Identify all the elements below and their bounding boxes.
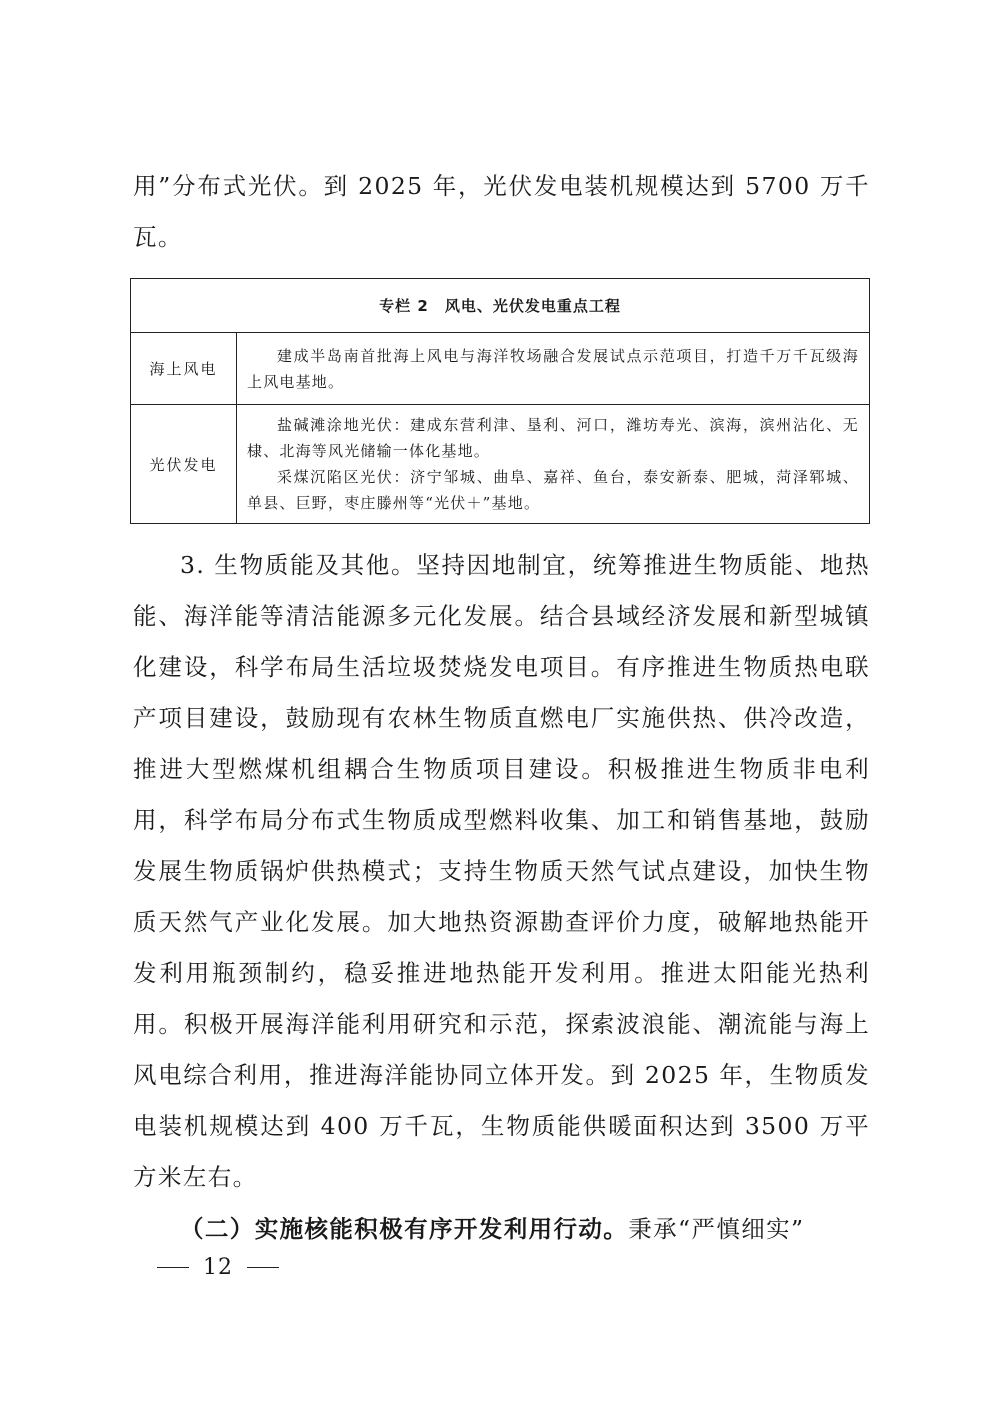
section-heading-paragraph [133, 1204, 870, 1255]
row-content [237, 405, 869, 523]
row-paragraph: 采煤沉陷区光伏：济宁邹城、曲阜、嘉祥、鱼台，泰安新泰、肥城，菏泽郓城、单县、巨野，枣庄滕州等“光伏＋”基地。 [247, 468, 859, 512]
row-paragraph: 建成半岛南首批海上风电与海洋牧场融合发展试点示范项目，打造千万千瓦级海上风电基地。 [247, 346, 859, 391]
footer-dash-left [157, 1267, 189, 1269]
row-paragraph: 盐碱滩涂地光伏：建成东营利津、垦利、河口，潍坊寿光、滨海，滨州沾化、无棣、北海等风光储输一体化基地。 [247, 416, 859, 460]
section-heading: （二）实施核能积极有序开发利用行动。 [180, 1215, 629, 1243]
special-column-box [130, 278, 870, 524]
footer-dash-right [247, 1267, 279, 1269]
box-title: 专栏 2 风电、光伏发电重点工程 [131, 279, 869, 333]
row-label: 光伏发电 [131, 405, 237, 523]
page-footer [157, 1255, 279, 1280]
section-text: 秉承“严慎细实” [628, 1215, 805, 1243]
intro-paragraph: 用”分布式光伏。到 2025 年，光伏发电装机规模达到 5700 万千瓦。 [133, 172, 870, 251]
table-row-solar [131, 405, 869, 523]
row-label: 海上风电 [131, 333, 237, 404]
page-number: 12 [203, 1255, 233, 1280]
table-row-offshore-wind [131, 333, 869, 405]
paragraph-biomass: 3. 生物质能及其他。坚持因地制宜，统筹推进生物质能、地热能、海洋能等清洁能源多元化发展。结合县域经济发展和新型城镇化建设，科学布局生活垃圾焚烧发电项目。有序推进生物质热电联产项目建设，鼓励现有农林生物质直燃电厂实施供热、供冷改造，推进大型燃煤机组耦合生物质项目建设。积极推进生物质非电利用，科学布局分布式生物质成型燃料收集、加工和销售基地，鼓励发展生物质锅炉供热模式；支持生物质天然气试点建设，加快生物质天然气产业化发展。加大地热资源勘查评价力度，破解地热能开发利用瓶颈制约，稳妥推进地热能开发利用。推进太阳能光热利用。积极开展海洋能利用研究和示范，探索波浪能、潮流能与海上风电综合利用，推进海洋能协同立体开发。到 2025 年，生物质发电装机规模达到 400 万千瓦，生物质能供暖面积达到 3500 万平方米左右。 [133, 551, 870, 1191]
row-content [237, 333, 869, 404]
